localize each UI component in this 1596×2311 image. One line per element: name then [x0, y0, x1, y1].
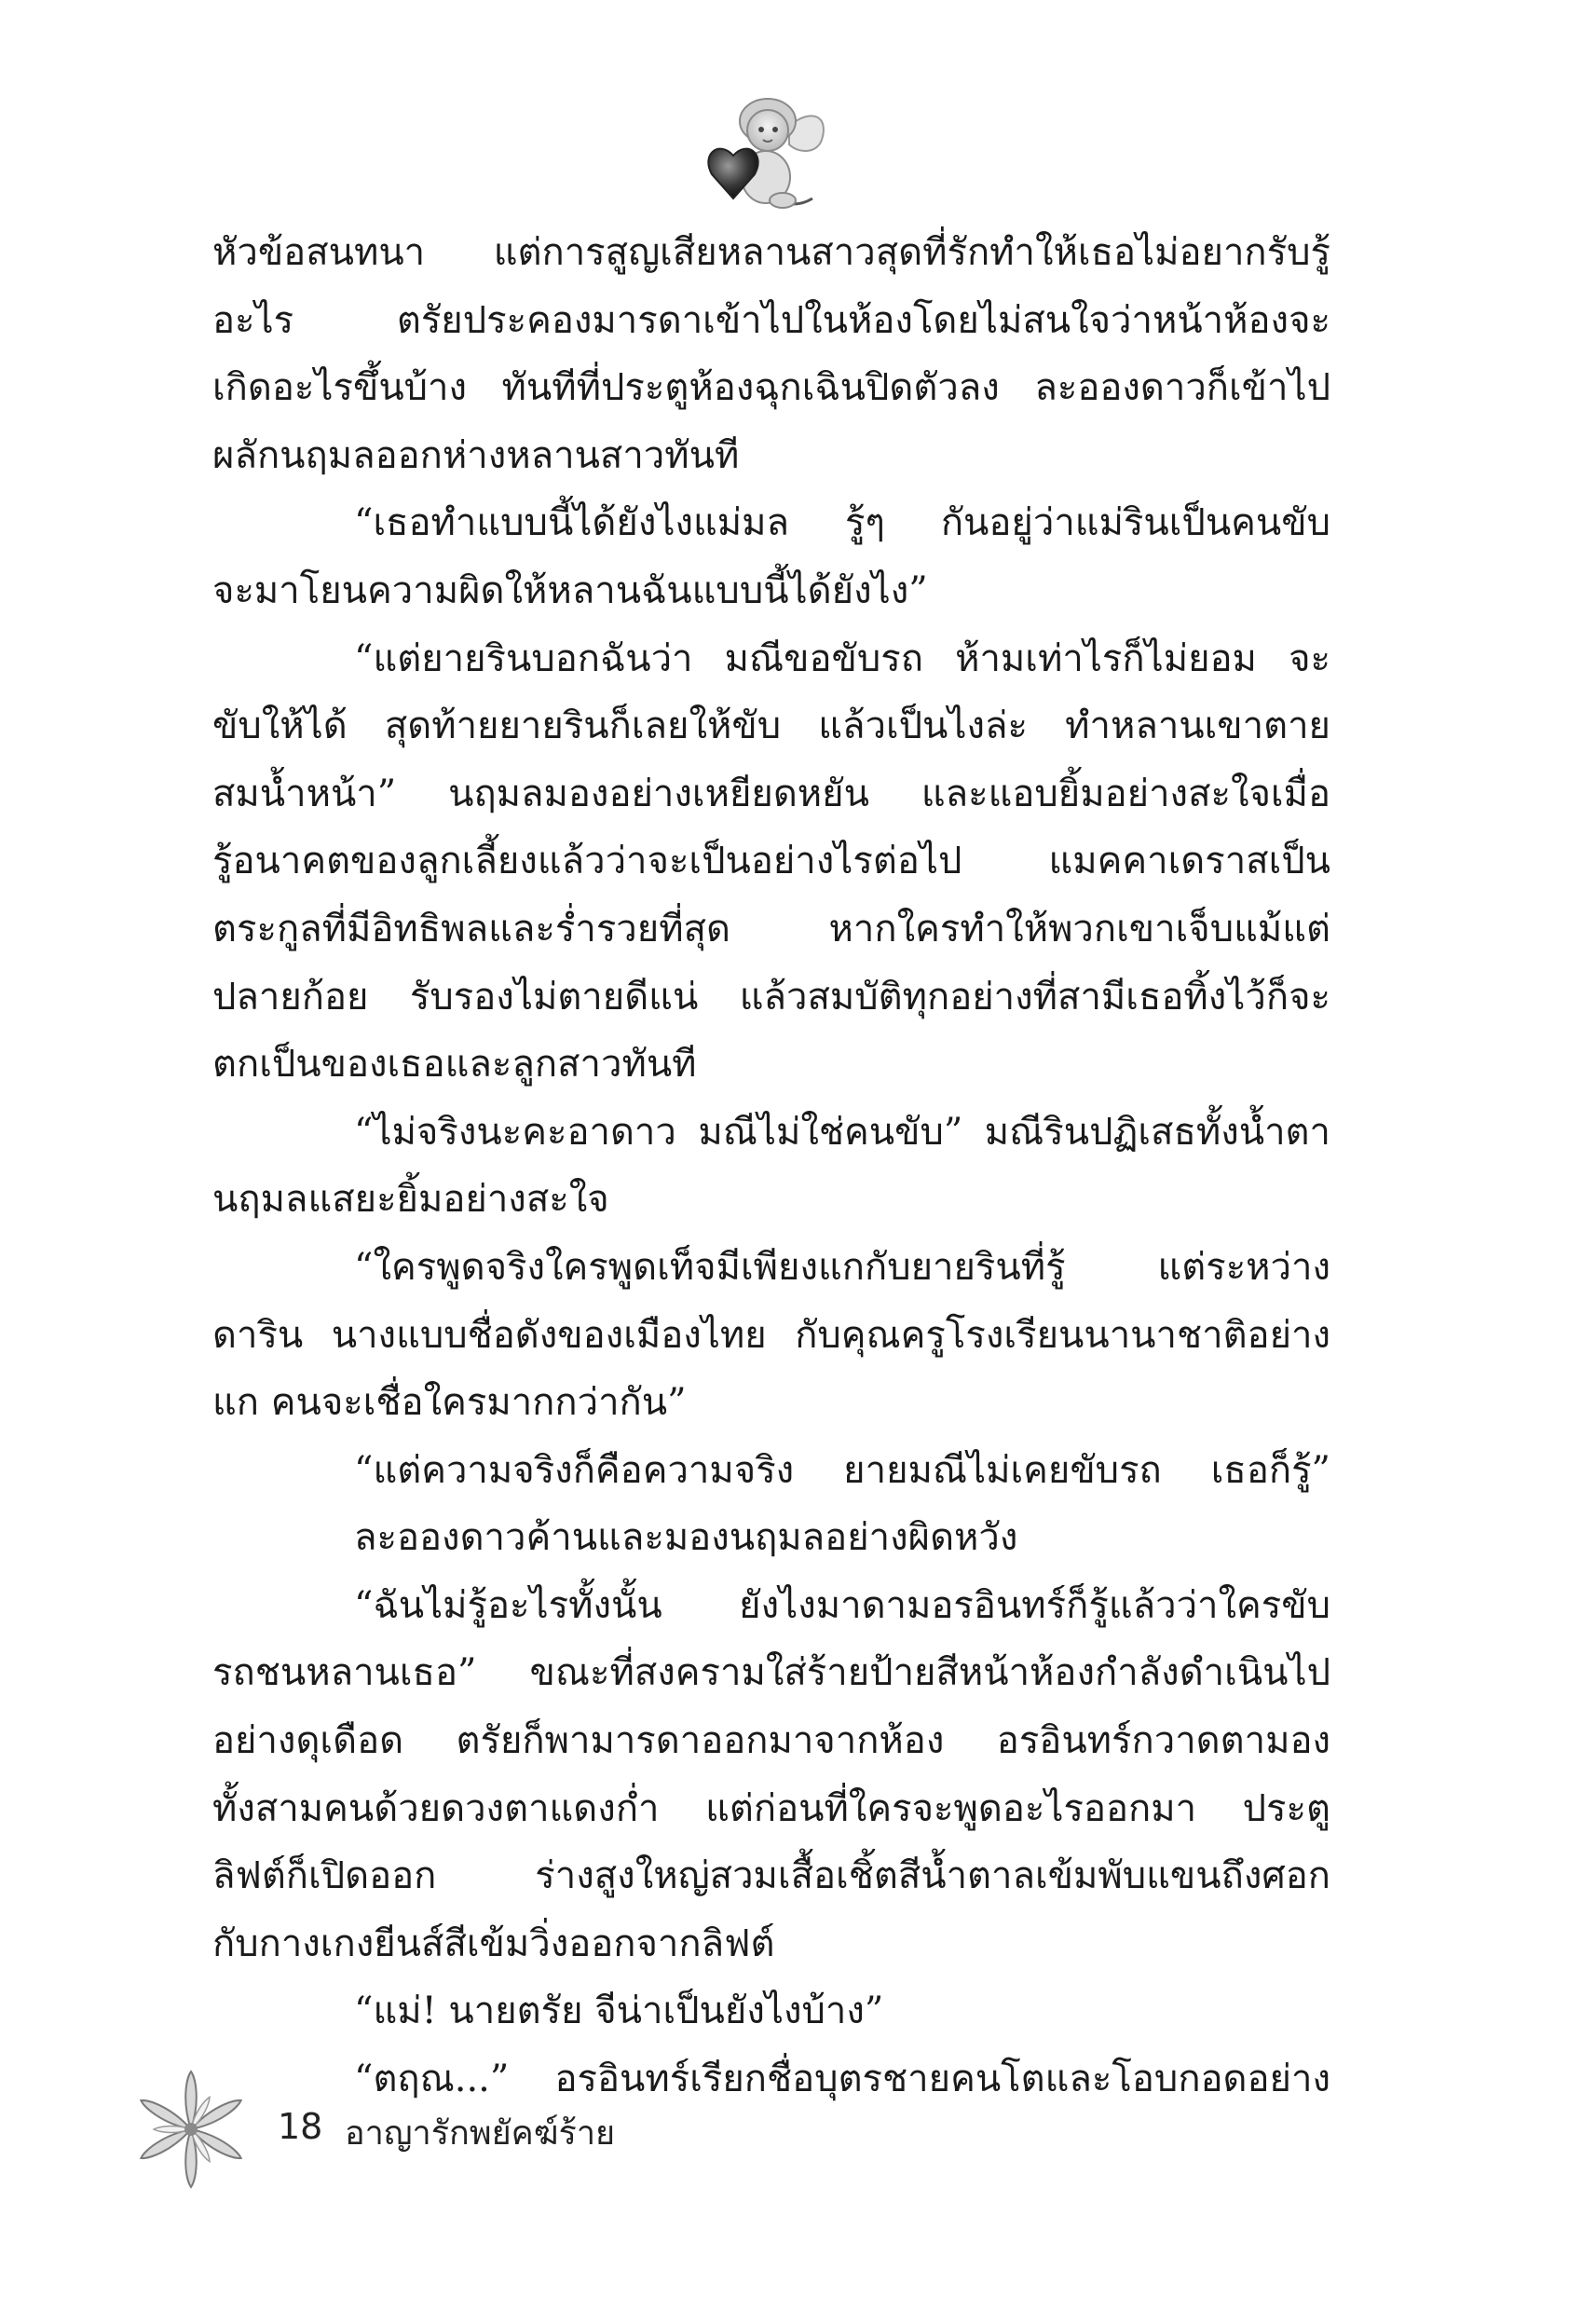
text-line: ตกเป็นของเธอและลูกสาวทันที	[212, 1043, 697, 1087]
text-line: อะไร ตรัยประคองมารดาเข้าไปในห้องโดยไม่สนใจว่าหน้าห้องจะ	[212, 298, 1330, 342]
page-footer	[121, 2069, 773, 2181]
text-line: แก คนจะเชื่อใครมากกว่ากัน”	[212, 1381, 687, 1425]
text-line: ทั้งสามคนด้วยดวงตาแดงก่ำ แต่ก่อนที่ใครจะพูดอะไรออกมา ประตู	[212, 1786, 1330, 1830]
text-line: อย่างดุเดือด ตรัยก็พามารดาออกมาจากห้อง อรอินทร์กวาดตามอง	[212, 1719, 1330, 1763]
text-line: รถชนหลานเธอ” ขณะที่สงครามใส่ร้ายป้ายสีหน้าห้องกำลังดำเนินไป	[212, 1651, 1330, 1695]
text-line: นฤมลแสยะยิ้มอย่างสะใจ	[212, 1178, 609, 1222]
text-line: ละอองดาวค้านและมองนฤมลอย่างผิดหวัง	[354, 1516, 1018, 1560]
text-line: “ไม่จริงนะคะอาดาว มณีไม่ใช่คนขับ” มณีรินปฏิเสธทั้งน้ำตา	[354, 1110, 1330, 1154]
lily-flower-icon	[121, 2069, 261, 2190]
text-line: จะมาโยนความผิดให้หลานฉันแบบนี้ได้ยังไง”	[212, 568, 928, 612]
page-number: 18	[278, 2106, 323, 2147]
text-line: สมน้ำหน้า” นฤมลมองอย่างเหยียดหยัน และแอบยิ้มอย่างสะใจเมื่อ	[212, 772, 1330, 815]
text-line: “ฉันไม่รู้อะไรทั้งนั้น ยังไงมาดามอรอินทร์ก็รู้แล้วว่าใครขับ	[354, 1583, 1330, 1627]
text-line: “ใครพูดจริงใครพูดเท็จมีเพียงแกกับยายรินที่รู้ แต่ระหว่าง	[354, 1245, 1330, 1289]
text-line: ขับให้ได้ สุดท้ายยายรินก็เลยให้ขับ แล้วเป็นไงล่ะ ทำหลานเขาตาย	[212, 704, 1330, 748]
cupid-with-heart-icon	[691, 89, 831, 219]
text-line: “แต่ยายรินบอกฉันว่า มณีขอขับรถ ห้ามเท่าไรก็ไม่ยอม จะ	[354, 636, 1330, 680]
text-line: กับกางเกงยีนส์สีเข้มวิ่งออกจากลิฟต์	[212, 1921, 775, 1965]
body-text	[212, 219, 1330, 2113]
text-line: ลิฟต์ก็เปิดออก ร่างสูงใหญ่สวมเสื้อเชิ้ตสีน้ำตาลเข้มพับแขนถึงศอก	[212, 1854, 1330, 1898]
text-line: ผลักนฤมลออกห่างหลานสาวทันที	[212, 433, 740, 477]
text-line: “แม่! นายตรัย จีน่าเป็นยังไงบ้าง”	[354, 1990, 884, 2033]
text-line: หัวข้อสนทนา แต่การสูญเสียหลานสาวสุดที่รักทำให้เธอไม่อยากรับรู้	[212, 231, 1330, 274]
book-title: อาญารักพยัคฆ์ร้าย	[345, 2114, 616, 2153]
text-line: ตระกูลที่มีอิทธิพลและร่ำรวยที่สุด หากใครทำให้พวกเขาเจ็บแม้แต่	[212, 907, 1330, 950]
text-line: “เธอทำแบบนี้ได้ยังไงแม่มล รู้ๆ กันอยู่ว่าแม่รินเป็นคนขับ	[354, 501, 1330, 545]
text-line: ปลายก้อย รับรองไม่ตายดีแน่ แล้วสมบัติทุกอย่างที่สามีเธอทิ้งไว้ก็จะ	[212, 975, 1330, 1019]
text-line: เกิดอะไรขึ้นบ้าง ทันทีที่ประตูห้องฉุกเฉินปิดตัวลง ละอองดาวก็เข้าไป	[212, 366, 1330, 410]
text-line: ดาริน นางแบบชื่อดังของเมืองไทย กับคุณครูโรงเรียนนานาชาติอย่าง	[212, 1313, 1330, 1357]
text-line: รู้อนาคตของลูกเลี้ยงแล้วว่าจะเป็นอย่างไรต่อไป แมคคาเดราสเป็น	[212, 840, 1330, 883]
text-line: “ตฤณ...” อรอินทร์เรียกชื่อบุตรชายคนโตและโอบกอดอย่าง	[354, 2058, 1330, 2101]
text-line: “แต่ความจริงก็คือความจริง ยายมณีไม่เคยขับรถ เธอก็รู้”	[354, 1448, 1330, 1492]
